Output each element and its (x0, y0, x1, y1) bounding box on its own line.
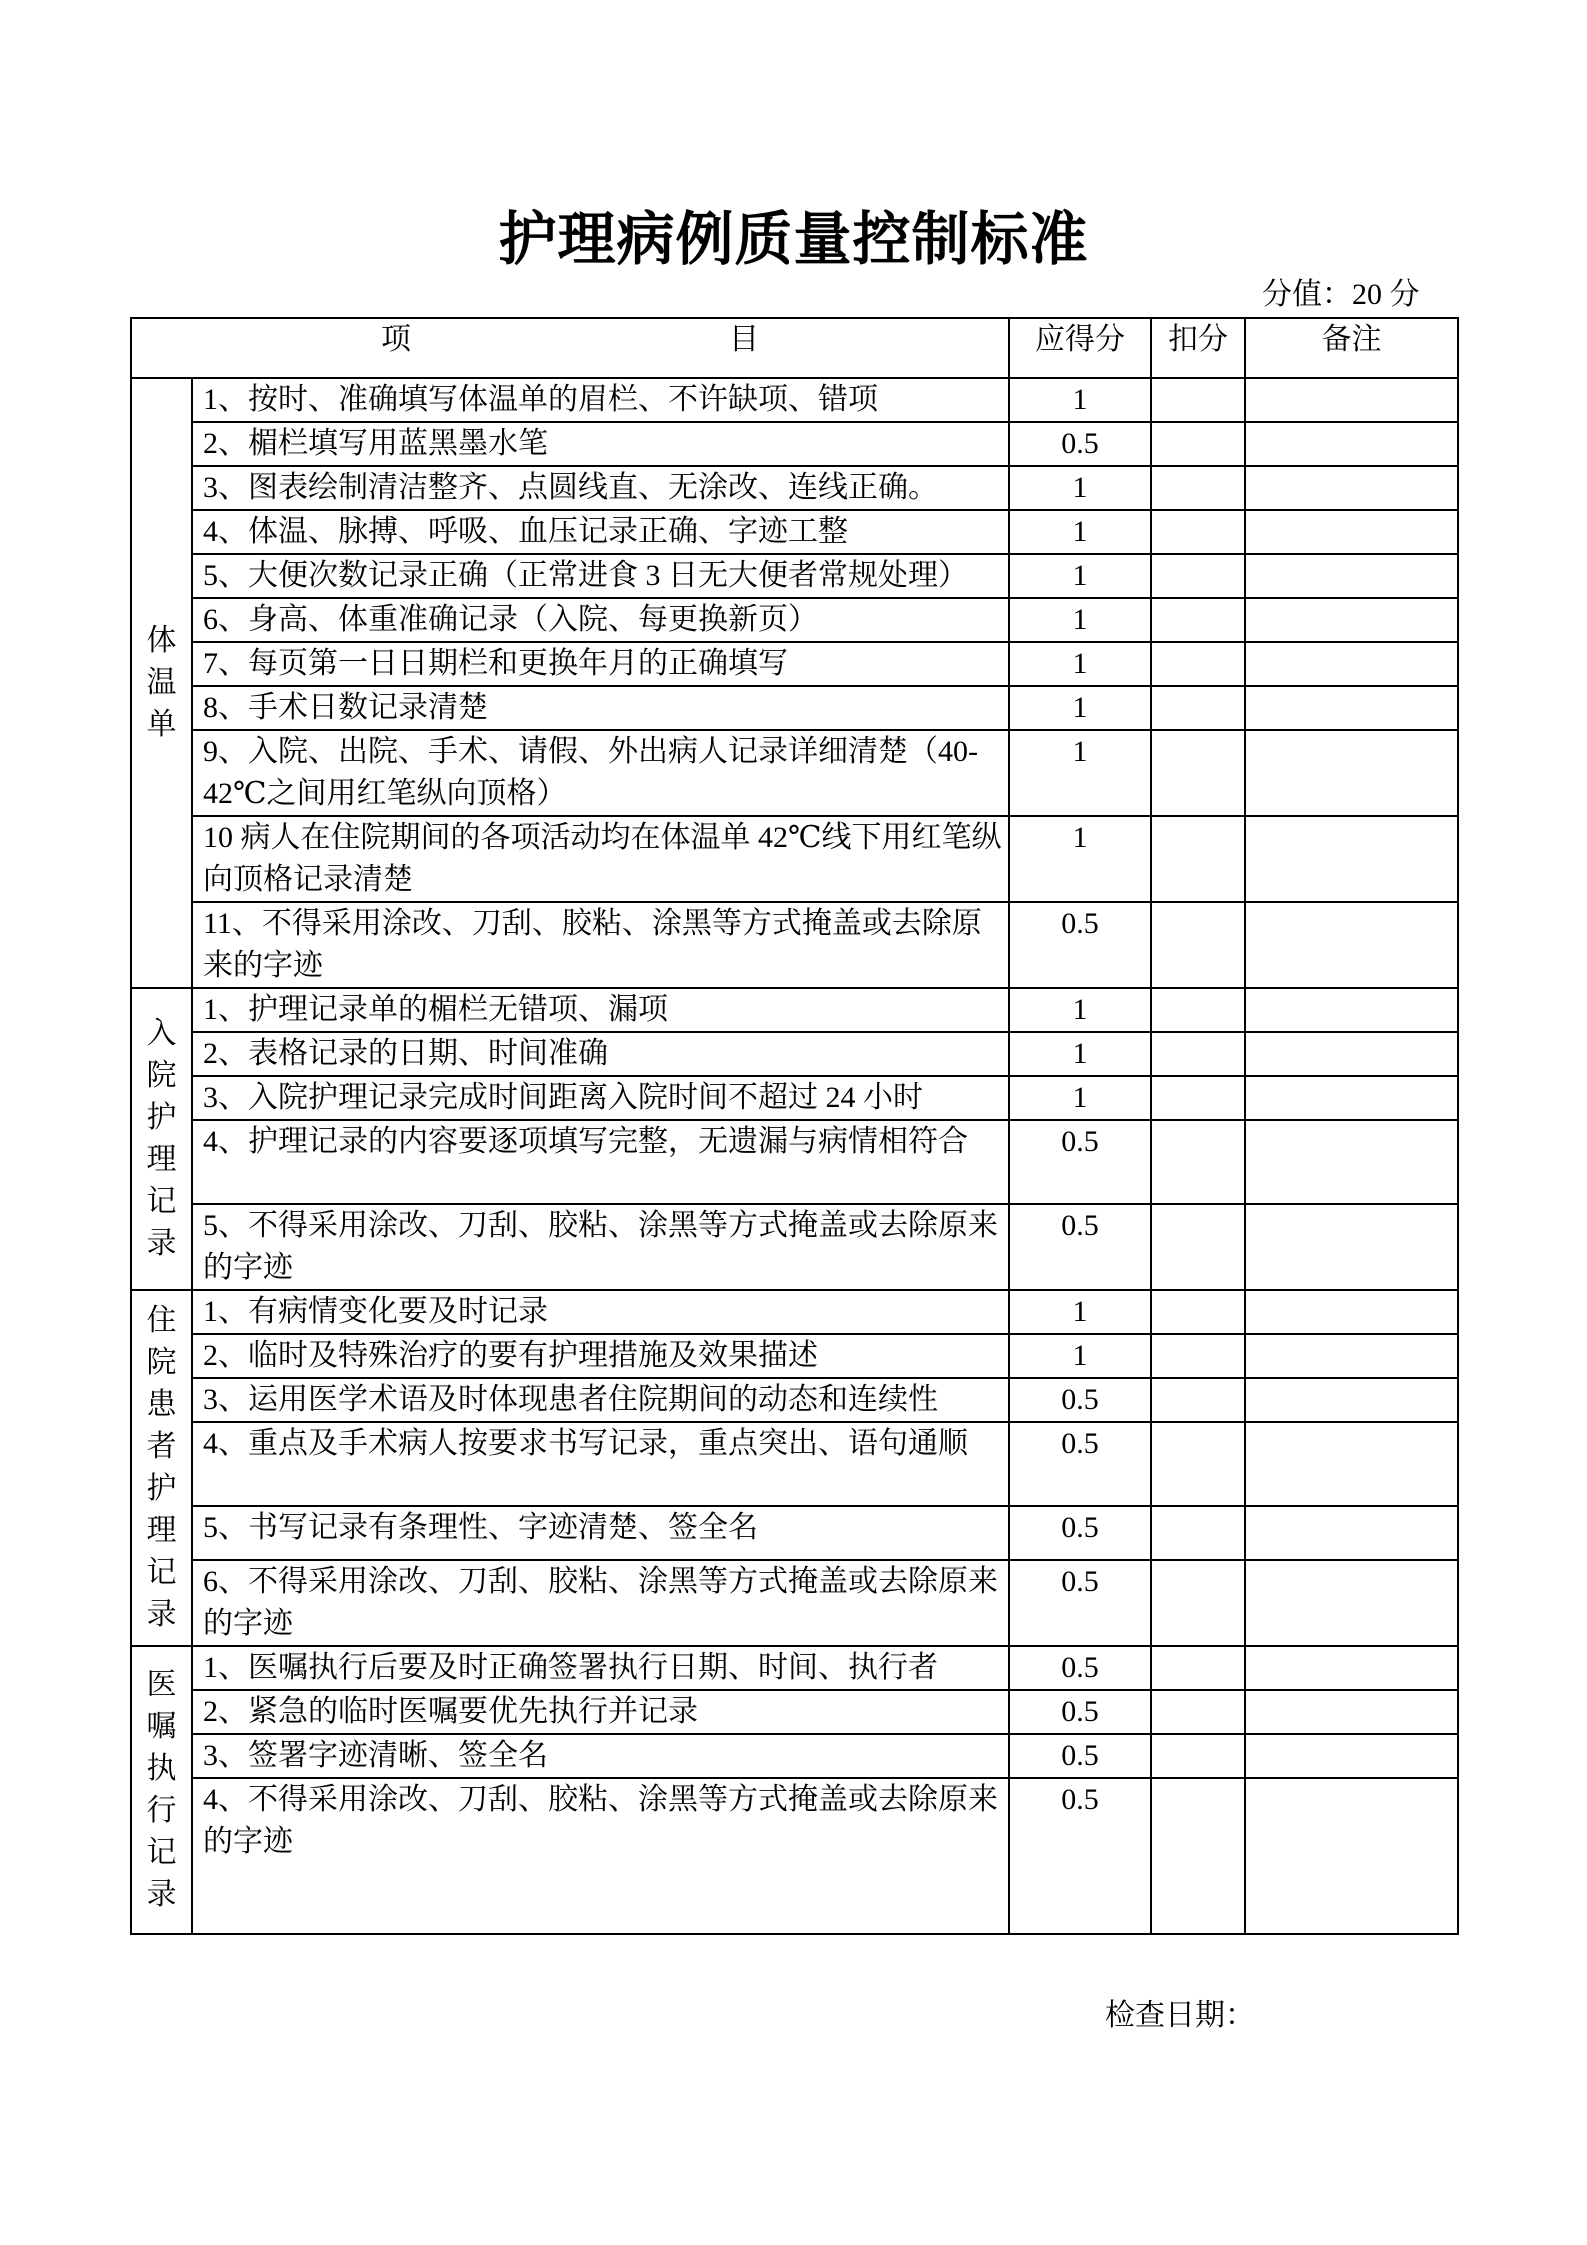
deduct-cell[interactable] (1151, 1646, 1245, 1690)
note-cell[interactable] (1245, 1290, 1458, 1334)
expected-score: 1 (1009, 378, 1151, 422)
expected-score: 1 (1009, 686, 1151, 730)
note-cell[interactable] (1245, 1378, 1458, 1422)
note-cell[interactable] (1245, 902, 1458, 988)
category-cell (131, 378, 192, 988)
item-text: 2、临时及特殊治疗的要有护理措施及效果描述 (192, 1334, 1009, 1378)
table-row (131, 642, 1458, 686)
note-cell[interactable] (1245, 1506, 1458, 1560)
item-text: 1、有病情变化要及时记录 (192, 1290, 1009, 1334)
table-row (131, 1690, 1458, 1734)
expected-score: 0.5 (1009, 1690, 1151, 1734)
expected-score: 1 (1009, 642, 1151, 686)
table-row (131, 1778, 1458, 1934)
item-text: 5、书写记录有条理性、字迹清楚、签全名 (192, 1506, 1009, 1560)
deduct-cell[interactable] (1151, 378, 1245, 422)
expected-score: 0.5 (1009, 1646, 1151, 1690)
deduct-cell[interactable] (1151, 1076, 1245, 1120)
expected-score: 0.5 (1009, 1560, 1151, 1646)
deduct-cell[interactable] (1151, 1120, 1245, 1204)
deduct-cell[interactable] (1151, 1032, 1245, 1076)
category-label: 入院护理记录 (146, 1017, 177, 1260)
header-item-b: 目 (729, 323, 759, 356)
table-row (131, 902, 1458, 988)
expected-score: 1 (1009, 510, 1151, 554)
table-row (131, 1506, 1458, 1560)
table-row (131, 1422, 1458, 1506)
note-cell[interactable] (1245, 816, 1458, 902)
note-cell[interactable] (1245, 1120, 1458, 1204)
item-text: 2、紧急的临时医嘱要优先执行并记录 (192, 1690, 1009, 1734)
deduct-cell[interactable] (1151, 1506, 1245, 1560)
table-row (131, 1734, 1458, 1778)
table-row (131, 510, 1458, 554)
item-text: 3、签署字迹清晰、签全名 (192, 1734, 1009, 1778)
expected-score: 1 (1009, 598, 1151, 642)
table-header-row (131, 318, 1458, 378)
note-cell[interactable] (1245, 1646, 1458, 1690)
page-title: 护理病例质量控制标准 (498, 207, 1089, 272)
table-row (131, 1076, 1458, 1120)
deduct-cell[interactable] (1151, 816, 1245, 902)
note-cell[interactable] (1245, 988, 1458, 1032)
item-text: 3、入院护理记录完成时间距离入院时间不超过 24 小时 (192, 1076, 1009, 1120)
item-text: 1、医嘱执行后要及时正确签署执行日期、时间、执行者 (192, 1646, 1009, 1690)
note-cell[interactable] (1245, 1734, 1458, 1778)
note-cell[interactable] (1245, 1422, 1458, 1506)
note-cell[interactable] (1245, 1032, 1458, 1076)
table-row (131, 466, 1458, 510)
table-row (131, 686, 1458, 730)
note-cell[interactable] (1245, 422, 1458, 466)
table-row (131, 1378, 1458, 1422)
item-text: 4、不得采用涂改、刀刮、胶粘、涂黑等方式掩盖或去除原来的字迹 (192, 1778, 1009, 1934)
note-cell[interactable] (1245, 730, 1458, 816)
expected-score: 0.5 (1009, 1506, 1151, 1560)
header-deduct: 扣分 (1151, 318, 1245, 378)
table-row (131, 816, 1458, 902)
deduct-cell[interactable] (1151, 1378, 1245, 1422)
note-cell[interactable] (1245, 378, 1458, 422)
expected-score: 1 (1009, 730, 1151, 816)
item-text: 9、入院、出院、手术、请假、外出病人记录详细清楚（40-42℃之间用红笔纵向顶格） (192, 730, 1009, 816)
deduct-cell[interactable] (1151, 1690, 1245, 1734)
note-cell[interactable] (1245, 1076, 1458, 1120)
item-text: 7、每页第一日日期栏和更换年月的正确填写 (192, 642, 1009, 686)
quality-standard-table (130, 317, 1459, 1935)
table-row (131, 378, 1458, 422)
expected-score: 1 (1009, 1032, 1151, 1076)
deduct-cell[interactable] (1151, 902, 1245, 988)
item-text: 11、不得采用涂改、刀刮、胶粘、涂黑等方式掩盖或去除原来的字迹 (192, 902, 1009, 988)
table-row (131, 988, 1458, 1032)
deduct-cell[interactable] (1151, 988, 1245, 1032)
note-cell[interactable] (1245, 598, 1458, 642)
category-label: 住院患者护理记录 (146, 1304, 177, 1631)
expected-score: 0.5 (1009, 1120, 1151, 1204)
check-date-label: 检查日期： (1105, 1999, 1255, 2032)
note-cell[interactable] (1245, 1204, 1458, 1290)
header-score: 应得分 (1009, 318, 1151, 378)
deduct-cell[interactable] (1151, 1290, 1245, 1334)
item-text: 1、护理记录单的楣栏无错项、漏项 (192, 988, 1009, 1032)
item-text: 1、按时、准确填写体温单的眉栏、不许缺项、错项 (192, 378, 1009, 422)
expected-score: 0.5 (1009, 1204, 1151, 1290)
table-row (131, 598, 1458, 642)
note-cell[interactable] (1245, 466, 1458, 510)
expected-score: 0.5 (1009, 902, 1151, 988)
item-text: 5、不得采用涂改、刀刮、胶粘、涂黑等方式掩盖或去除原来的字迹 (192, 1204, 1009, 1290)
deduct-cell[interactable] (1151, 1734, 1245, 1778)
category-label: 医嘱执行记录 (146, 1668, 177, 1911)
note-cell[interactable] (1245, 554, 1458, 598)
deduct-cell[interactable] (1151, 1560, 1245, 1646)
deduct-cell[interactable] (1151, 466, 1245, 510)
deduct-cell[interactable] (1151, 422, 1245, 466)
expected-score: 1 (1009, 1290, 1151, 1334)
deduct-cell[interactable] (1151, 1204, 1245, 1290)
expected-score: 1 (1009, 1334, 1151, 1378)
deduct-cell[interactable] (1151, 1334, 1245, 1378)
deduct-cell[interactable] (1151, 1778, 1245, 1934)
note-cell[interactable] (1245, 642, 1458, 686)
deduct-cell[interactable] (1151, 554, 1245, 598)
category-label: 体温单 (146, 624, 177, 741)
note-cell[interactable] (1245, 510, 1458, 554)
note-cell[interactable] (1245, 1690, 1458, 1734)
expected-score: 0.5 (1009, 1734, 1151, 1778)
category-cell (131, 1290, 192, 1646)
expected-score: 1 (1009, 554, 1151, 598)
note-cell[interactable] (1245, 686, 1458, 730)
item-text: 5、大便次数记录正确（正常进食 3 日无大便者常规处理） (192, 554, 1009, 598)
total-score: 分值：20 分 (1262, 278, 1420, 311)
note-cell[interactable] (1245, 1334, 1458, 1378)
item-text: 4、护理记录的内容要逐项填写完整，无遗漏与病情相符合 (192, 1120, 1009, 1204)
note-cell[interactable] (1245, 1778, 1458, 1934)
item-text: 2、表格记录的日期、时间准确 (192, 1032, 1009, 1076)
deduct-cell[interactable] (1151, 730, 1245, 816)
expected-score: 0.5 (1009, 1378, 1151, 1422)
item-text: 2、楣栏填写用蓝黑墨水笔 (192, 422, 1009, 466)
category-cell (131, 988, 192, 1290)
table-row (131, 1032, 1458, 1076)
table-row (131, 1560, 1458, 1646)
item-text: 3、运用医学术语及时体现患者住院期间的动态和连续性 (192, 1378, 1009, 1422)
table-row (131, 554, 1458, 598)
table-row (131, 1334, 1458, 1378)
note-cell[interactable] (1245, 1560, 1458, 1646)
deduct-cell[interactable] (1151, 598, 1245, 642)
table-row (131, 1204, 1458, 1290)
item-text: 6、身高、体重准确记录（入院、每更换新页） (192, 598, 1009, 642)
header-item-a: 项 (381, 323, 411, 356)
expected-score: 0.5 (1009, 422, 1151, 466)
deduct-cell[interactable] (1151, 510, 1245, 554)
deduct-cell[interactable] (1151, 686, 1245, 730)
table-row (131, 730, 1458, 816)
header-note: 备注 (1245, 318, 1458, 378)
item-text: 10 病人在住院期间的各项活动均在体温单 42℃线下用红笔纵向顶格记录清楚 (192, 816, 1009, 902)
expected-score: 0.5 (1009, 1422, 1151, 1506)
expected-score: 1 (1009, 466, 1151, 510)
item-text: 6、不得采用涂改、刀刮、胶粘、涂黑等方式掩盖或去除原来的字迹 (192, 1560, 1009, 1646)
deduct-cell[interactable] (1151, 1422, 1245, 1506)
item-text: 8、手术日数记录清楚 (192, 686, 1009, 730)
item-text: 3、图表绘制清洁整齐、点圆线直、无涂改、连线正确。 (192, 466, 1009, 510)
expected-score: 0.5 (1009, 1778, 1151, 1934)
table-row (131, 1120, 1458, 1204)
table-row (131, 1290, 1458, 1334)
table-row (131, 1646, 1458, 1690)
expected-score: 1 (1009, 816, 1151, 902)
expected-score: 1 (1009, 1076, 1151, 1120)
table-row (131, 422, 1458, 466)
expected-score: 1 (1009, 988, 1151, 1032)
item-text: 4、体温、脉搏、呼吸、血压记录正确、字迹工整 (192, 510, 1009, 554)
header-item (131, 318, 1009, 378)
deduct-cell[interactable] (1151, 642, 1245, 686)
category-cell (131, 1646, 192, 1934)
item-text: 4、重点及手术病人按要求书写记录，重点突出、语句通顺 (192, 1422, 1009, 1506)
